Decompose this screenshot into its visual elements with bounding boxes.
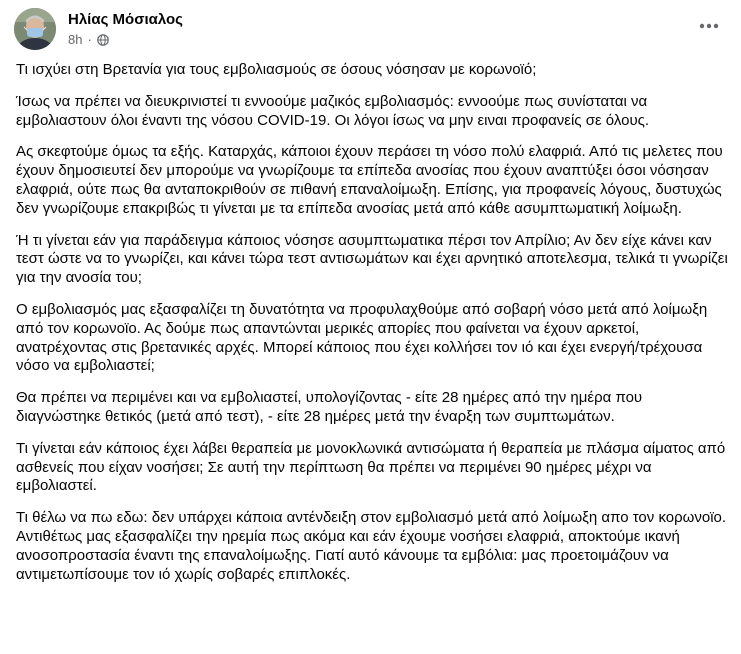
post-paragraph: Ας σκεφτούμε όμως τα εξής. Καταρχάς, κάποιοι έχουν περάσει τη νόσο πολύ ελαφριά. Από τις μελετες που έχουν δημοσιευτεί δεν μπορούμε να γνωρίζουμε τα επίπεδα ανοσίας που έχουν αναπτύξει όσοι νόσησαν ελαφριά, ούτε πως θα ανταποκριθούν σε πιθανή επαναλοίμωξη. Επίσης, για προφανείς λόγους, δυστυχώς δεν γνωρίζουμε επακριβώς τι γίνεται με τα επίπεδα ανοσίας μετά από κάθε ασυμπτωματική λοίμωξη. [16,143,723,217]
post-paragraph: Τι γίνεται εάν κάποιος έχει λάβει θεραπεία με μονοκλωνικά αντισώματα ή θεραπεία με πλάσμα αίματος από ασθενείς που είχαν νοσήσει; Σε αυτή την περίπτωση θα πρέπει να περιμένει 90 ημέρες μέχρι να εμβολιαστεί. [16,439,726,495]
post-paragraph: Θα πρέπει να περιμένει και να εμβολιαστεί, υπολογίζοντας - είτε 28 ημέρες από την ημέρα που διαγνώστηκε θετικός (μετά από τεστ), - είτε 28 ημέρες μετά την έναρξη των συμπτωμάτων. [16,389,643,425]
post-paragraph: Ίσως να πρέπει να διευκρινιστεί τι εννοούμε μαζικός εμβολιασμός: εννοούμε πως συνίσταται να εμβολιαστουν όλοι έναντι της νόσου COVID-19. Οι λόγοι ίσως να μην ειναι προφανείς σε όλους. [16,92,650,129]
post-body [16,61,728,597]
avatar-photo [14,8,56,50]
post-header [14,8,727,52]
more-options-icon [699,23,719,29]
post-paragraph: Τι ισχύει στη Βρετανία για τους εμβολιασμούς σε όσους νόσησαν με κορωνοϊό; [16,61,537,78]
post-paragraph: Ή τι γίνεται εάν για παράδειγμα κάποιος νόσησε ασυμπτωματικα πέρσι τον Απρίλιο; Αν δεν είχε κάνει καν τεστ ώστε να το γνωρίζει, και κάνει τώρα τεστ αντισωμάτων και έχει αρνητικό αποτελεσμα, τελικά τι γνωρίζει για την ανοσία του; [16,231,728,287]
avatar[interactable] [14,8,56,50]
post-paragraph: Τι θέλω να πω εδω: δεν υπάρχει κάποια αντένδειξη στον εμβολιασμό μετά από λοίμωξη απο τον κορωνοϊο. Αντιθέτως μας εξασφαλίζει την ηρεμία πως ακόμα και εάν έχουμε νοσήσει ελαφριά, αποκτούμε ικανή ανοσοπροστασία έναντι της επαναλοίμωξης. Γιατί αυτό κάνουμε τα εμβόλια: μας προετοιμάζουν να αντιμετωπίσουμε τον ιό χωρίς σοβαρές επιπλοκές. [16,509,727,583]
post-timestamp[interactable]: 8h [68,32,83,47]
author-name[interactable]: Ηλίας Μόσιαλος [68,11,183,28]
post-meta [68,32,109,47]
meta-separator: · [87,32,92,47]
more-options-button[interactable] [695,12,723,40]
post-paragraph: Ο εμβολιασμός μας εξασφαλίζει τη δυνατότητα να προφυλαχθούμε από σοβαρή νόσο μετά από λοίμωξη από τον κορωνοϊο. Ας δούμε πως απαντώνται μερικές απορίες που φαίνεται να έχουν αρκετοί, ανατρέχοντας στις βρετανικές αρχές. Μπορεί κάποιος που έχει κολλήσει τον ιό και έχει ενεργή/τρέχουσα νόσο να εμβολιαστεί; [16,300,708,375]
globe-icon[interactable] [97,34,109,46]
